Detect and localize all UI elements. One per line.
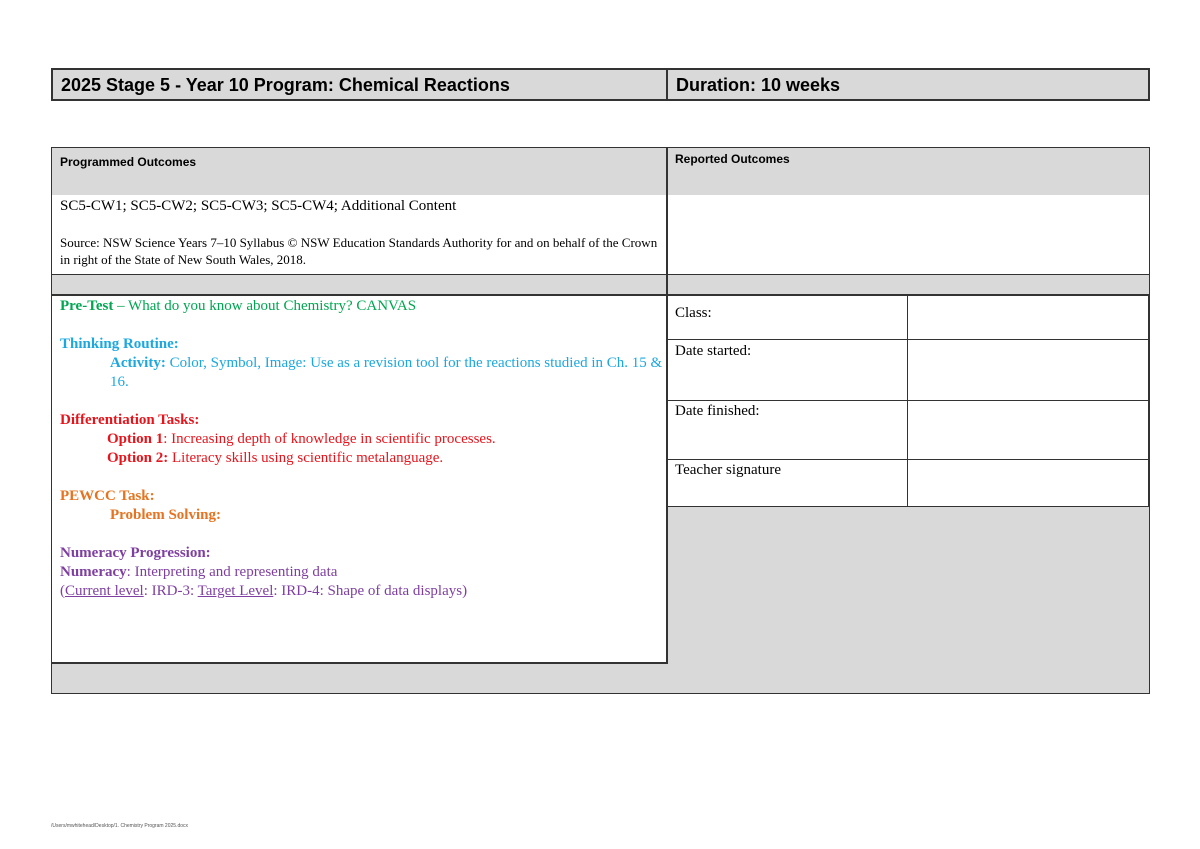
target-level-label: Target Level (197, 583, 274, 599)
option1-text: : Increasing depth of knowledge in scientific processes. (163, 431, 496, 447)
record-line-3 (667, 459, 1149, 460)
record-divider (907, 295, 908, 507)
date-started-value[interactable] (909, 341, 1147, 399)
numeracy-sub-label: Numeracy (60, 564, 127, 580)
differentiation-label: Differentiation Tasks: (60, 412, 200, 428)
outcome-codes: SC5-CW1; SC5-CW2; SC5-CW3; SC5-CW4; Additional Content (60, 198, 457, 214)
activities-cell (60, 297, 664, 601)
row-line-1 (52, 274, 1149, 275)
class-value[interactable] (909, 297, 1147, 338)
numeracy-line (60, 563, 664, 582)
record-line-2 (667, 400, 1149, 401)
numeracy-sub-text: : Interpreting and representing data (126, 564, 338, 580)
date-finished-value[interactable] (909, 402, 1147, 458)
option2-label: Option 2: (107, 450, 169, 466)
pretest-line (60, 297, 664, 316)
duration-text: Duration: 10 weeks (676, 75, 841, 95)
right-gray-area (667, 507, 1149, 693)
date-started-label: Date started: (675, 343, 752, 359)
pewcc-text: Problem Solving: (110, 507, 221, 523)
program-title-text: 2025 Stage 5 - Year 10 Program: Chemical Reactions (61, 75, 510, 95)
file-path-footer: /Users/mwhitehead/Desktop/1. Chemistry Program 2025.docx (51, 823, 189, 829)
duration (666, 68, 1150, 101)
row-line-3 (52, 662, 668, 664)
date-finished-label: Date finished: (675, 403, 760, 419)
pretest-text: – What do you know about Chemistry? CANVAS (113, 298, 417, 314)
numeracy-progression-label: Numeracy Progression: (60, 545, 211, 561)
target-level-text: : IRD-4: Shape of data displays) (273, 583, 468, 599)
program-title (51, 68, 668, 101)
level-line (60, 582, 664, 601)
option1-line (60, 430, 664, 449)
option2-text: Literacy skills using scientific metalanguage. (168, 450, 444, 466)
activity-line (60, 354, 664, 392)
current-level-label: Current level (65, 583, 144, 599)
current-level-text: : IRD-3: (143, 583, 198, 599)
pewcc-label: PEWCC Task: (60, 488, 155, 504)
option2-line (60, 449, 664, 468)
pretest-label: Pre-Test (60, 298, 114, 314)
reported-outcomes-label: Reported Outcomes (675, 152, 790, 166)
syllabus-source: Source: NSW Science Years 7–10 Syllabus © NSW Education Standards Authority for and on behalf of the Crown in right of the State of New South Wales, 2018. (60, 235, 658, 267)
activity-text: Color, Symbol, Image: Use as a revision tool for the reactions studied in Ch. 15 & 16. (110, 355, 663, 390)
option1-label: Option 1 (107, 431, 164, 447)
programmed-outcomes-label: Programmed Outcomes (60, 155, 197, 169)
paren-open: ( (60, 583, 65, 599)
spacer-band (52, 275, 1149, 295)
thinking-routine-label: Thinking Routine: (60, 336, 179, 352)
bottom-band (52, 664, 667, 693)
activity-label: Activity: (110, 355, 166, 371)
teacher-signature-value[interactable] (909, 461, 1147, 506)
class-label: Class: (675, 305, 712, 321)
teacher-signature-label: Teacher signature (675, 462, 781, 478)
outcomes-header-band (52, 148, 1149, 195)
record-line-1 (667, 339, 1149, 340)
